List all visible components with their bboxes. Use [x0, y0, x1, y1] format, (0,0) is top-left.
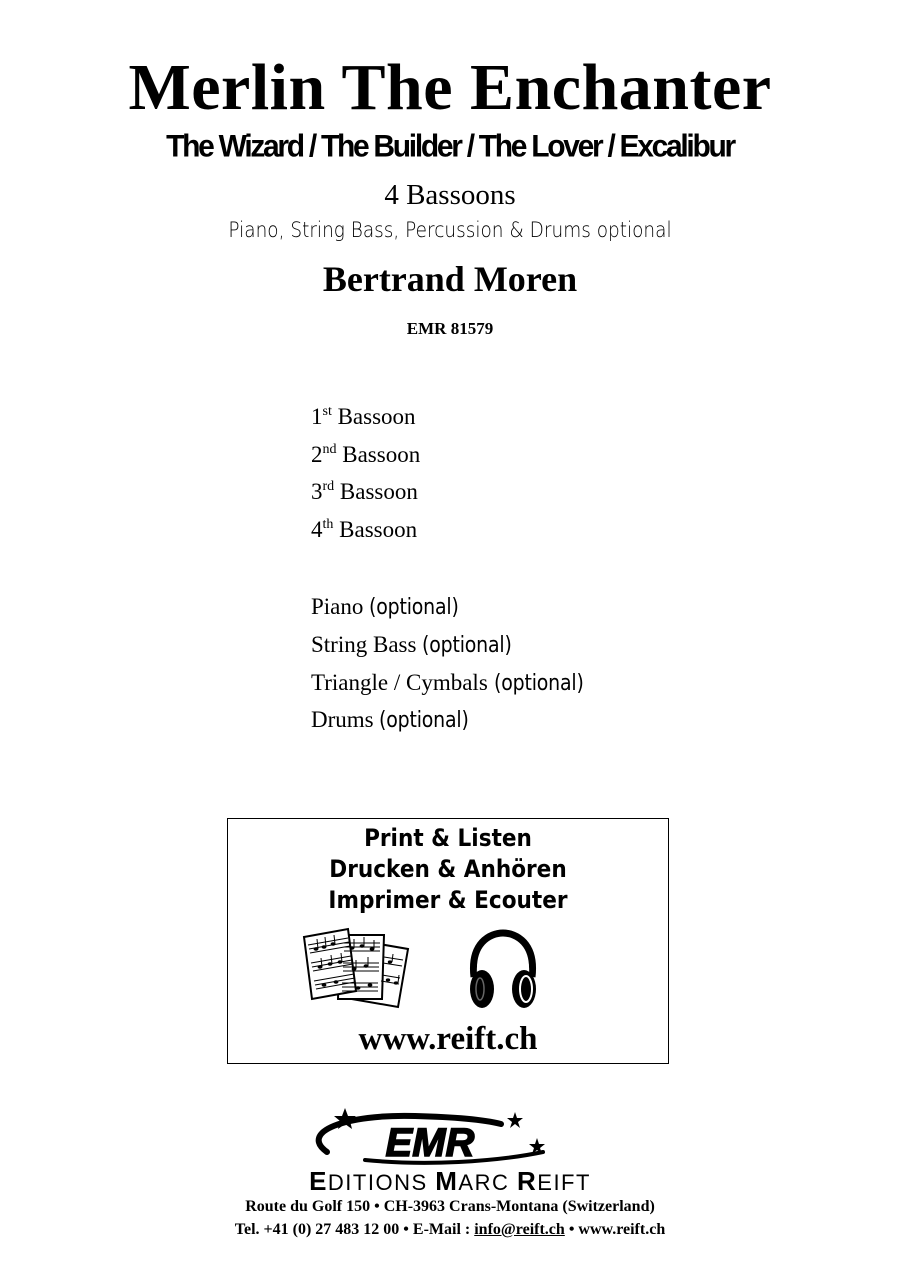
score-title: Merlin The Enchanter: [128, 51, 772, 124]
optional-part-item: Triangle / Cymbals (optional): [311, 669, 584, 696]
publisher-name: EDITIONS MARC REIFT: [309, 1166, 591, 1196]
optional-instruments-line: Piano, String Bass, Percussion & Drums optional: [228, 218, 672, 242]
ensemble-label: 4 Bassoons: [384, 179, 516, 211]
promo-line-english: Print & Listen: [364, 824, 532, 852]
headphones-icon: [466, 929, 540, 1011]
catalog-number: EMR 81579: [406, 319, 494, 338]
movements-subtitle: The Wizard / The Builder / The Lover / Excalibur: [166, 129, 734, 164]
optional-part-item: Drums (optional): [311, 707, 470, 734]
parts-list: [311, 398, 598, 739]
composer-name: Bertrand Moren: [322, 259, 578, 299]
website-link[interactable]: • www.reift.ch: [564, 1221, 666, 1238]
promo-line-french: Imprimer & Ecouter: [328, 886, 568, 914]
part-item: 2nd Bassoon: [311, 441, 421, 467]
email-link[interactable]: info@reift.ch: [474, 1221, 565, 1238]
logo-text: EMR: [385, 1121, 475, 1165]
promo-url[interactable]: www.reift.ch: [358, 1021, 538, 1057]
promo-line-german: Drucken & Anhören: [329, 855, 567, 883]
publisher-contact: Tel. +41 (0) 27 483 12 00 • E-Mail : info@reift.ch • www.reift.ch: [234, 1221, 666, 1238]
publisher-address: Route du Golf 150 • CH-3963 Crans-Montana (Switzerland): [245, 1198, 655, 1215]
emr-logo: [305, 1108, 595, 1170]
optional-part-item: Piano (optional): [311, 594, 459, 621]
part-item: 1st Bassoon: [311, 404, 416, 429]
part-item: 4th Bassoon: [311, 516, 418, 542]
part-item: 3rd Bassoon: [311, 479, 418, 505]
optional-part-item: String Bass (optional): [311, 631, 512, 658]
print-listen-box: [227, 818, 669, 1064]
sheet-music-icon: [300, 927, 412, 1011]
